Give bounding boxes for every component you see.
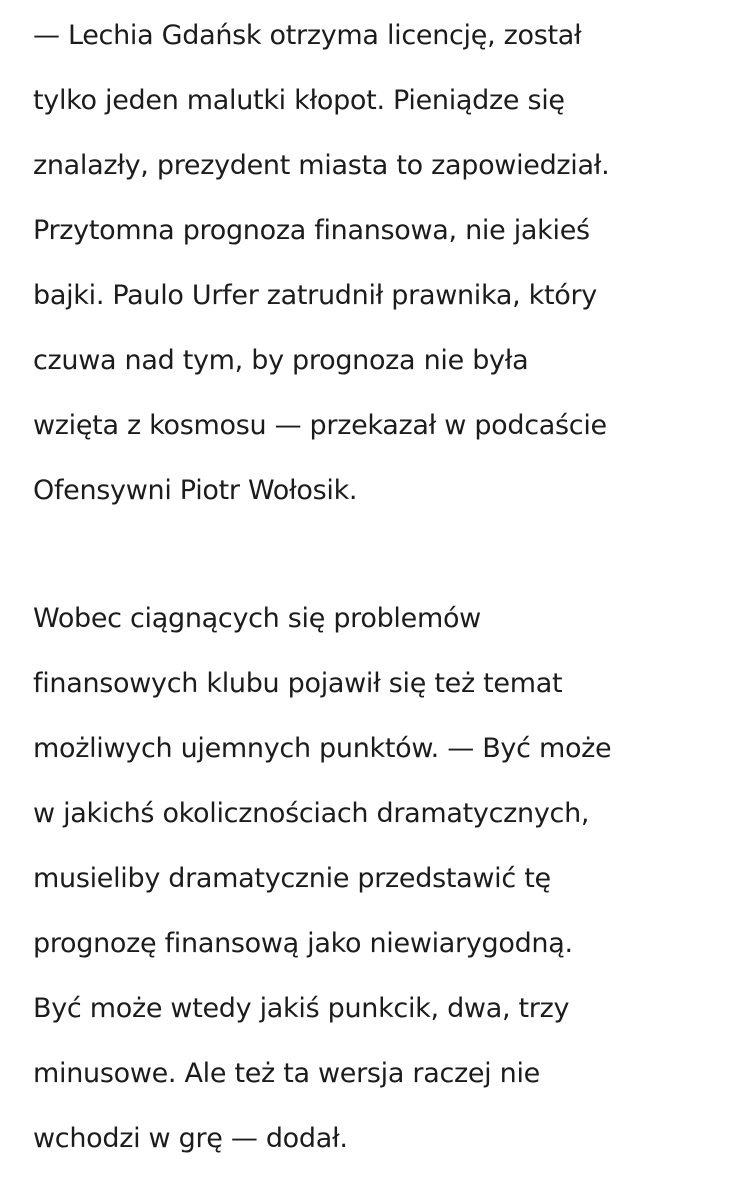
text-line: możliwych ujemnych punktów. — Być może bbox=[33, 733, 612, 764]
text-line: Wobec ciągnących się problemów bbox=[33, 603, 481, 634]
text-line: Przytomna prognoza finansowa, nie jakieś bbox=[33, 215, 590, 246]
text-line: — Lechia Gdańsk otrzyma licencję, został bbox=[33, 20, 582, 51]
text-line: w jakichś okolicznościach dramatycznych, bbox=[33, 798, 590, 829]
text-line: musieliby dramatycznie przedstawić tę bbox=[33, 863, 551, 894]
text-line: minusowe. Ale też ta wersja raczej nie bbox=[33, 1058, 540, 1089]
text-line: wchodzi w grę — dodał. bbox=[33, 1123, 348, 1154]
paragraph-negative-points bbox=[33, 586, 733, 1171]
text-line: znalazły, prezydent miasta to zapowiedział. bbox=[33, 150, 610, 181]
article-body bbox=[33, 0, 733, 1171]
text-line: wzięta z kosmosu — przekazał w podcaście bbox=[33, 410, 607, 441]
text-line: Ofensywni Piotr Wołosik. bbox=[33, 475, 358, 506]
text-line: bajki. Paulo Urfer zatrudnił prawnika, który bbox=[33, 280, 597, 311]
text-line: czuwa nad tym, by prognoza nie była bbox=[33, 345, 529, 376]
text-line: finansowych klubu pojawił się też temat bbox=[33, 668, 563, 699]
text-line: Być może wtedy jakiś punkcik, dwa, trzy bbox=[33, 993, 570, 1024]
text-line: prognozę finansową jako niewiarygodną. bbox=[33, 928, 573, 959]
text-line: tylko jeden malutki kłopot. Pieniądze się bbox=[33, 85, 565, 116]
paragraph-licence-quote bbox=[33, 3, 733, 523]
